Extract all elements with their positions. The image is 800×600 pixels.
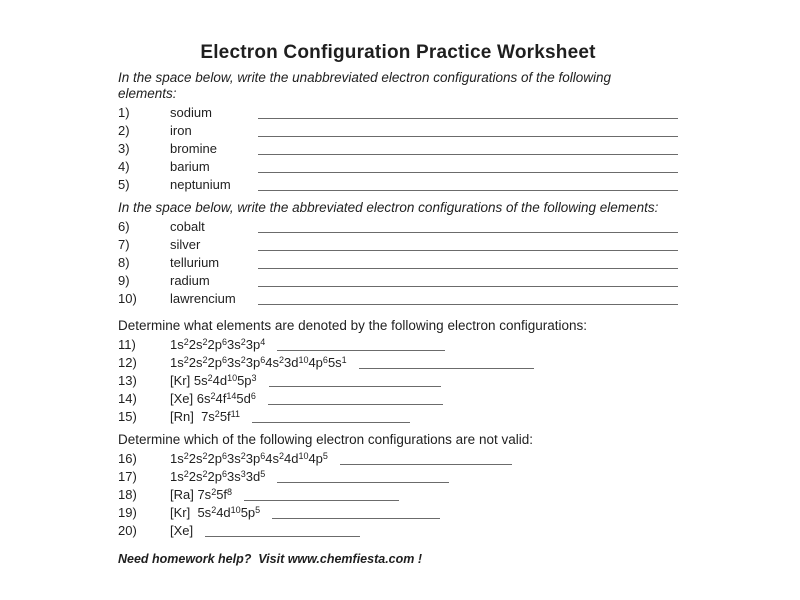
answer-blank (269, 386, 441, 387)
answer-blank (258, 172, 678, 173)
element-name: iron (170, 123, 192, 138)
section-abbreviated (118, 200, 678, 306)
answer-blank (258, 304, 678, 305)
worksheet-item (118, 142, 678, 156)
section-unabbreviated (118, 70, 678, 192)
answer-blank (340, 464, 512, 465)
answer-blank (258, 154, 678, 155)
element-name: neptunium (170, 177, 231, 192)
item-number: 6) (118, 219, 130, 234)
electron-configuration: $1s^22s^22p^63s^33d^5$ (170, 469, 266, 484)
answer-blank (258, 286, 678, 287)
section-invalid-configs (118, 432, 678, 538)
worksheet-item (118, 256, 678, 270)
worksheet-item (118, 178, 678, 192)
worksheet-item (118, 452, 678, 466)
worksheet-item (118, 524, 678, 538)
element-name: tellurium (170, 255, 220, 270)
answer-blank (258, 118, 678, 119)
answer-blank (277, 350, 445, 351)
section-heading: Determine what elements are denoted by the following electron configurations: (118, 318, 588, 333)
worksheet-item (118, 238, 678, 252)
answer-blank (258, 250, 678, 251)
section-identify-elements (118, 318, 678, 424)
worksheet-item (118, 220, 678, 234)
item-number: 19) (118, 505, 137, 520)
electron-configuration: [Xe] (170, 523, 194, 538)
worksheet-item (118, 124, 678, 138)
answer-blank (272, 518, 440, 519)
section-heading: Determine which of the following electron configurations are not valid: (118, 432, 533, 447)
item-number: 3) (118, 141, 130, 156)
worksheet-item (118, 374, 678, 388)
electron-configuration: [Kr] $5s^24d^{10}5p^3$ (170, 373, 257, 388)
answer-blank (258, 268, 678, 269)
item-number: 16) (118, 451, 137, 466)
electron-configuration: [Xe] $6s^24f^{14}5d^6$ (170, 391, 256, 406)
element-name: bromine (170, 141, 217, 156)
worksheet-item (118, 470, 678, 484)
worksheet-item (118, 338, 678, 352)
element-name: lawrencium (170, 291, 236, 306)
worksheet-item (118, 506, 678, 520)
answer-blank (268, 404, 443, 405)
item-number: 9) (118, 273, 130, 288)
item-number: 7) (118, 237, 130, 252)
electron-configuration: [Kr] $5s^24d^{10}5p^5$ (170, 505, 261, 520)
worksheet-item (118, 106, 678, 120)
item-number: 5) (118, 177, 130, 192)
element-name: radium (170, 273, 210, 288)
section-heading: In the space below, write the abbreviated electron configurations of the following elements: (118, 200, 659, 215)
answer-blank (205, 536, 360, 537)
worksheet-item (118, 392, 678, 406)
item-number: 12) (118, 355, 137, 370)
electron-configuration: $1s^22s^22p^63s^23p^64s^24d^{10}4p^5$ (170, 451, 328, 466)
worksheet-item (118, 488, 678, 502)
element-name: barium (170, 159, 210, 174)
electron-configuration: $1s^22s^22p^63s^23p^64s^23d^{10}4p^65s^1$ (170, 355, 347, 370)
item-number: 18) (118, 487, 137, 502)
item-number: 13) (118, 373, 137, 388)
element-name: sodium (170, 105, 212, 120)
answer-blank (252, 422, 410, 423)
answer-blank (277, 482, 449, 483)
answer-blank (258, 190, 678, 191)
item-number: 15) (118, 409, 137, 424)
homework-help-footer: Need homework help? Visit www.chemfiesta.com ! (118, 552, 423, 566)
worksheet-item (118, 160, 678, 174)
page-title: Electron Configuration Practice Worksheet (200, 42, 596, 63)
item-number: 14) (118, 391, 137, 406)
item-number: 2) (118, 123, 130, 138)
worksheet-item (118, 410, 678, 424)
worksheet-item (118, 274, 678, 288)
section-heading: In the space below, write the unabbreviated electron configurations of the following elements: (118, 70, 612, 101)
item-number: 10) (118, 291, 137, 306)
element-name: silver (170, 237, 201, 252)
item-number: 1) (118, 105, 130, 120)
worksheet-item (118, 292, 678, 306)
item-number: 4) (118, 159, 130, 174)
answer-blank (258, 232, 678, 233)
answer-blank (258, 136, 678, 137)
item-number: 17) (118, 469, 137, 484)
worksheet-item (118, 356, 678, 370)
answer-blank (244, 500, 399, 501)
electron-configuration: [Rn] $7s^25f^{11}$ (170, 409, 240, 424)
element-name: cobalt (170, 219, 205, 234)
item-number: 8) (118, 255, 130, 270)
item-number: 20) (118, 523, 137, 538)
electron-configuration: [Ra] $7s^25f^8$ (170, 487, 233, 502)
electron-configuration: $1s^22s^22p^63s^23p^4$ (170, 337, 266, 352)
answer-blank (359, 368, 534, 369)
item-number: 11) (118, 337, 136, 352)
